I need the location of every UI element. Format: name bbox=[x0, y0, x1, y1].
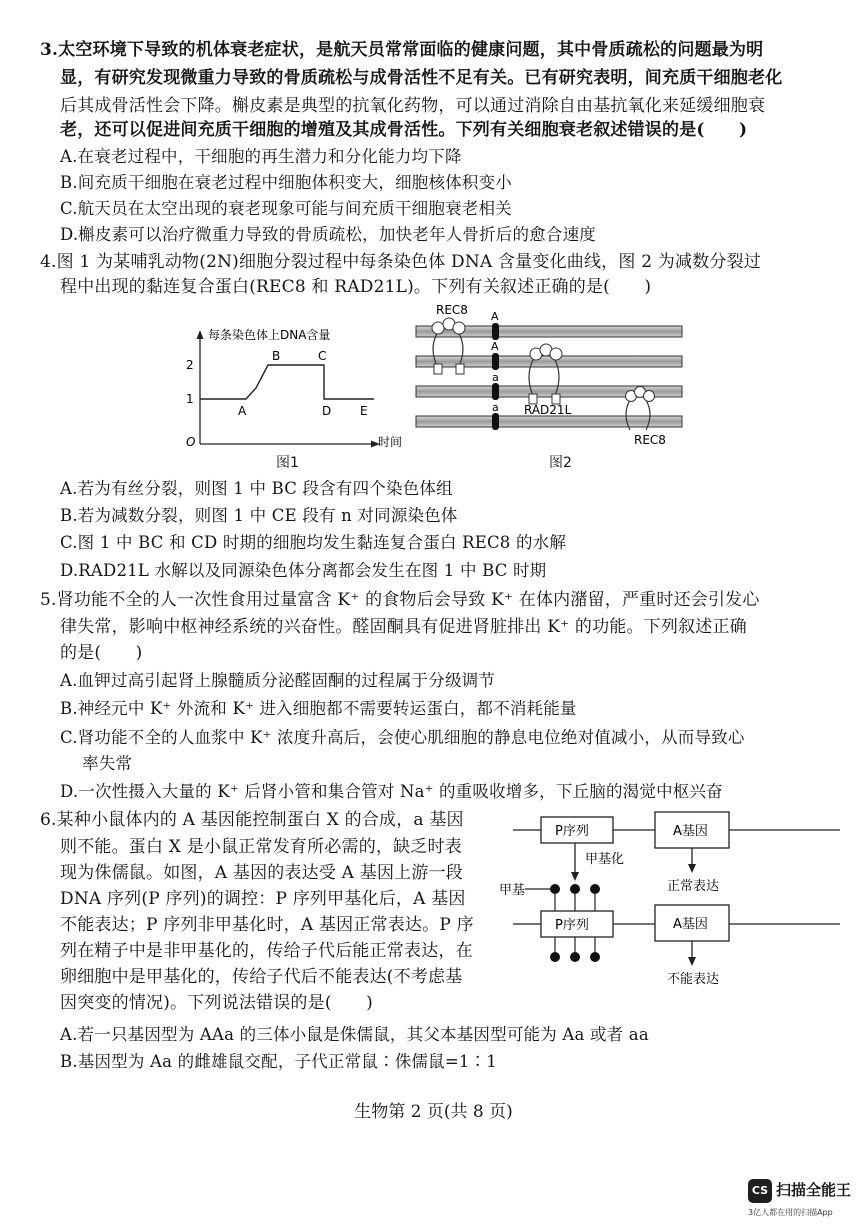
figure-1-caption: 图1 bbox=[276, 455, 299, 471]
methyl-dot-bottom-2 bbox=[570, 952, 580, 962]
q3-option-d: D.槲皮素可以治疗微重力导致的骨质疏松，加快老年人骨折后的愈合速度 bbox=[60, 225, 596, 244]
methyl-label: 甲基 bbox=[499, 883, 526, 898]
point-e-label: E bbox=[360, 404, 368, 418]
q3-stem-line-2: 显，有研究发现微重力导致的骨质疏松与成骨活性不足有关。已有研究表明，间充质干细胞老化 bbox=[60, 68, 783, 88]
q4-stem-line-1: 4.图 1 为某哺乳动物(2N)细胞分裂过程中每条染色体 DNA 含量变化曲线，图 2 为减数分裂过 bbox=[40, 252, 762, 272]
y-axis-label: 每条染色体上DNA含量 bbox=[208, 328, 331, 342]
q4-option-a: A.若为有丝分裂，则图 1 中 BC 段含有四个染色体组 bbox=[60, 479, 453, 498]
point-d-label: D bbox=[322, 404, 332, 418]
figure-2-cohesin-diagram bbox=[412, 302, 686, 450]
methylation-arrowhead bbox=[571, 872, 579, 881]
centromere-1 bbox=[492, 323, 499, 340]
a-gene-label-top: A基因 bbox=[673, 824, 708, 839]
methylation-label: 甲基化 bbox=[585, 852, 625, 867]
figure-2-caption: 图2 bbox=[549, 455, 572, 471]
q5-stem-line-1: 5.肾功能不全的人一次性食用过量富含 K⁺ 的食物后会导致 K⁺ 在体内潴留，严重时还会引发心 bbox=[40, 590, 760, 610]
q5-option-c-line-1: C.肾功能不全的人血浆中 K⁺ 浓度升高后，会使心肌细胞的静息电位绝对值减小，从而导致心 bbox=[60, 728, 745, 747]
chromatid-4 bbox=[416, 416, 682, 427]
p-sequence-label-bottom: P序列 bbox=[555, 918, 589, 933]
normal-expression-label: 正常表达 bbox=[667, 879, 720, 894]
q5-stem-line-3: 的是( ) bbox=[60, 643, 143, 663]
q5-option-c-line-2: 率失常 bbox=[60, 754, 133, 773]
q3-stem-line-3: 后其成骨活性会下降。槲皮素是典型的抗氧化药物，可以通过消除自由基抗氧化来延缓细胞衰 bbox=[60, 96, 766, 116]
q6-stem-line-4: DNA 序列(P 序列)的调控：P 序列甲基化后，A 基因 bbox=[60, 889, 466, 909]
q6-stem-line-7: 卵细胞中是甲基化的，传给子代后不能表达(不考虑基 bbox=[60, 967, 463, 987]
scanner-watermark bbox=[748, 1177, 858, 1223]
q3-option-b: B.间充质干细胞在衰老过程中细胞体积变大，细胞核体积变小 bbox=[60, 173, 512, 192]
label-rec8-bottom: REC8 bbox=[634, 433, 666, 447]
q3-stem-line-1: 3.太空环境下导致的机体衰老症状，是航天员常常面临的健康问题，其中骨质疏松的问题最为明 bbox=[40, 40, 764, 60]
q3-stem-line-4: 老，还可以促进间充质干细胞的增殖及其成骨活性。下列有关细胞衰老叙述错误的是( ) bbox=[60, 120, 748, 140]
y-axis-arrow bbox=[197, 330, 204, 339]
methyl-dot-top-1 bbox=[550, 884, 560, 894]
watermark-app-name: 扫描全能王 bbox=[776, 1181, 852, 1199]
p-sequence-label-top: P序列 bbox=[555, 824, 589, 839]
q5-option-d: D.一次性摄入大量的 K⁺ 后肾小管和集合管对 Na⁺ 的重吸收增多，下丘脑的渴觉中枢兴奋 bbox=[60, 782, 723, 801]
y-tick-1: 1 bbox=[186, 392, 194, 406]
methyl-dot-bottom-3 bbox=[590, 952, 600, 962]
camscanner-logo-icon: CS bbox=[748, 1179, 772, 1203]
methylation-diagram bbox=[495, 805, 865, 995]
q3-option-c: C.航天员在太空出现的衰老现象可能与间充质干细胞衰老相关 bbox=[60, 199, 512, 218]
dna-content-curve bbox=[200, 365, 374, 399]
point-b-label: B bbox=[272, 349, 281, 363]
methyl-dot-top-2 bbox=[570, 884, 580, 894]
watermark-tagline: 3亿人都在用的扫描App bbox=[748, 1208, 833, 1217]
q6-stem-line-6: 列在精子中是非甲基化的，传给子代后能正常表达，在 bbox=[60, 941, 473, 961]
q4-option-c: C.图 1 中 BC 和 CD 时期的细胞均发生黏连复合蛋白 REC8 的水解 bbox=[60, 533, 567, 552]
label-rec8-top: REC8 bbox=[436, 303, 468, 317]
x-axis-label: 时间 bbox=[378, 435, 403, 449]
figure-1-dna-curve bbox=[178, 322, 418, 472]
centromere-4 bbox=[492, 413, 499, 430]
blocked-arrowhead bbox=[688, 957, 696, 966]
label-allele-a-1: A bbox=[491, 310, 499, 323]
centromere-2 bbox=[492, 353, 499, 370]
q6-stem-line-1: 6.某种小鼠体内的 A 基因能控制蛋白 X 的合成，a 基因 bbox=[40, 810, 464, 830]
centromere-3 bbox=[492, 383, 499, 400]
normal-arrowhead bbox=[688, 864, 696, 873]
q5-stem-line-2: 律失常，影响中枢神经系统的兴奋性。醛固酮具有促进肾脏排出 K⁺ 的功能。下列叙述正确 bbox=[60, 617, 747, 637]
q6-stem-line-2: 则不能。蛋白 X 是小鼠正常发育所必需的，缺乏时表 bbox=[60, 837, 462, 857]
page-footer: 生物第 2 页(共 8 页) bbox=[354, 1102, 513, 1122]
q4-option-d: D.RAD21L 水解以及同源染色体分离都会发生在图 1 中 BC 时期 bbox=[60, 561, 547, 580]
origin-label: O bbox=[186, 435, 196, 449]
q5-option-b: B.神经元中 K⁺ 外流和 K⁺ 进入细胞都不需要转运蛋白，都不消耗能量 bbox=[60, 699, 577, 718]
point-a-label: A bbox=[238, 404, 247, 418]
q3-option-a: A.在衰老过程中，干细胞的再生潜力和分化能力均下降 bbox=[60, 147, 462, 166]
label-rad21l: RAD21L bbox=[524, 403, 572, 417]
q6-stem-line-5: 不能表达；P 序列非甲基化时，A 基因正常表达。P 序 bbox=[60, 915, 474, 935]
methyl-dot-top-3 bbox=[590, 884, 600, 894]
not-expressed-label: 不能表达 bbox=[667, 972, 720, 987]
a-gene-label-bottom: A基因 bbox=[673, 917, 708, 932]
q6-option-a: A.若一只基因型为 AAa 的三体小鼠是侏儒鼠，其父本基因型可能为 Aa 或者 aa bbox=[60, 1025, 649, 1044]
label-allele-a-3: a bbox=[492, 371, 499, 384]
methyl-dot-bottom-1 bbox=[550, 952, 560, 962]
q6-stem-line-3: 现为侏儒鼠。如图，A 基因的表达受 A 基因上游一段 bbox=[60, 863, 463, 883]
label-allele-a-4: a bbox=[492, 401, 499, 414]
q6-stem-line-8: 因突变的情况)。下列说法错误的是( ) bbox=[60, 993, 373, 1013]
point-c-label: C bbox=[318, 349, 327, 363]
y-tick-2: 2 bbox=[186, 358, 194, 372]
q6-option-b: B.基因型为 Aa 的雌雄鼠交配，子代正常鼠∶侏儒鼠=1∶1 bbox=[60, 1052, 497, 1071]
q4-stem-line-2: 程中出现的黏连复合蛋白(REC8 和 RAD21L)。下列有关叙述正确的是( ) bbox=[60, 277, 652, 297]
q4-option-b: B.若为减数分裂，则图 1 中 CE 段有 n 对同源染色体 bbox=[60, 506, 458, 525]
label-allele-a-2: A bbox=[491, 340, 499, 353]
q5-option-a: A.血钾过高引起肾上腺髓质分泌醛固酮的过程属于分级调节 bbox=[60, 671, 496, 690]
